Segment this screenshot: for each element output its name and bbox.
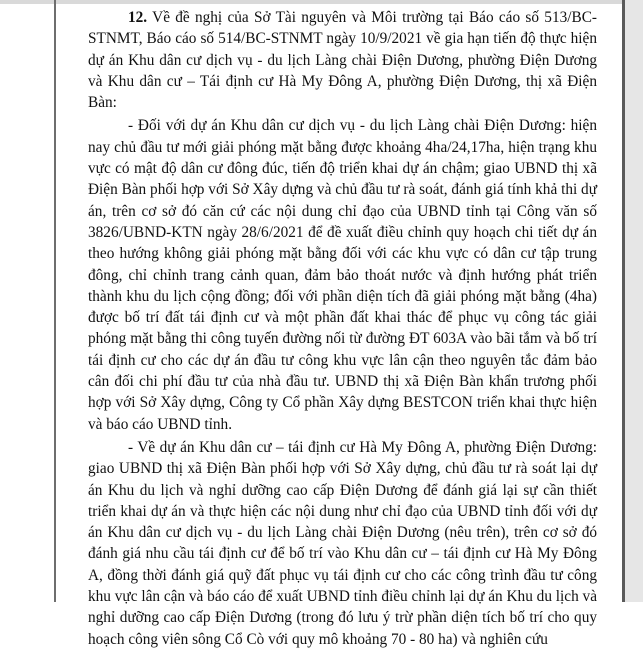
viewer-scroll-gutter[interactable] bbox=[625, 0, 643, 602]
paragraph-lang-chai: - Đối với dự án Khu dân cư dịch vụ - du lịch Làng chài Điện Dương: hiện nay chủ đầu tư mới giải phóng mặt bằng được khoảng 4ha/24,17ha, hiện trạng khu vực có mật độ dân cư đông đúc, tiến độ triển khai dự án chậm; giao UBND thị xã Điện Bàn phối hợp với Sở Xây dựng và chủ đầu tư rà soát, đánh giá tính khả thi dự án, trên cơ sở đó căn cứ các nội dung chỉ đạo của UBND tỉnh tại Công văn số 3826/UBND-KTN ngày 28/6/2021 để đề xuất điều chỉnh quy hoạch chi tiết dự án theo hướng không giải phóng mặt bằng đối với các khu vực có dân cư tập trung đông, chỉ chỉnh trang cảnh quan, đảm bảo thoát nước và định hướng phát triển thành khu du lịch cộng đồng; đối với phần diện tích đã giải phóng mặt bằng (4ha) được bố trí đất tái định cư và một phần đất khai thác để phục vụ công tác giải phóng mặt bằng thi công tuyến đường nối từ đường ĐT 603A vào bãi tắm và bố trí tái định cư cho các dự án đầu tư công khu vực lân cận theo nguyên tắc đảm bảo cân đối chi phí đầu tư của nhà đầu tư. UBND thị xã Điện Bàn khẩn trương phối hợp với Sở Xây dựng, Công ty Cổ phần Xây dựng BESTCON triển khai thực hiện và báo cáo UBND tỉnh. bbox=[88, 117, 597, 433]
section-number: 12. bbox=[128, 9, 148, 26]
page-left-edge bbox=[54, 0, 56, 602]
paragraph-intro-text: Về đề nghị của Sở Tài nguyên và Môi trường tại Báo cáo số 513/BC-STNMT, Báo cáo số 514/BC-STNMT ngày 10/9/2021 về gia hạn tiến độ thực hiện dự án Khu dân cư dịch vụ - du lịch Làng chài Điện Dương, phường Điện Dương và Khu dân cư – Tái định cư Hà My Đông A, phường Điện Dương, thị xã Điện Bàn: bbox=[88, 9, 597, 112]
paragraph-intro bbox=[88, 7, 597, 113]
document-body bbox=[88, 7, 597, 650]
viewer-top-border bbox=[0, 0, 643, 4]
paragraph-ha-my-dong-a: - Về dự án Khu dân cư – tái định cư Hà My Đông A, phường Điện Dương: giao UBND thị xã Điện Bàn phối hợp với Sở Xây dựng, chủ đầu tư rà soát lại dự án Khu du lịch và nghỉ dưỡng cao cấp Điện Dương để đánh giá lại sự cần thiết triển khai dự án và thực hiện các nội dung như chỉ đạo của UBND tỉnh đối với dự án Khu dân cư dịch vụ - du lịch Làng chài Điện Dương (nêu trên), trên cơ sở đó đánh giá nhu cầu tái định cư để bố trí vào Khu dân cư – tái định cư Hà My Đông A, đồng thời đánh giá quỹ đất phục vụ tái định cư cho các công trình đầu tư công khu vực lân cận và báo cáo để xuất UBND tỉnh điều chỉnh lại dự án Khu du lịch và nghỉ dưỡng cao cấp Điện Dương (trong đó lưu ý trừ phần diện tích bố trí cho quy hoạch công viên sông Cổ Cò với quy mô khoảng 70 - 80 ha) và nghiên cứu bbox=[88, 438, 597, 648]
